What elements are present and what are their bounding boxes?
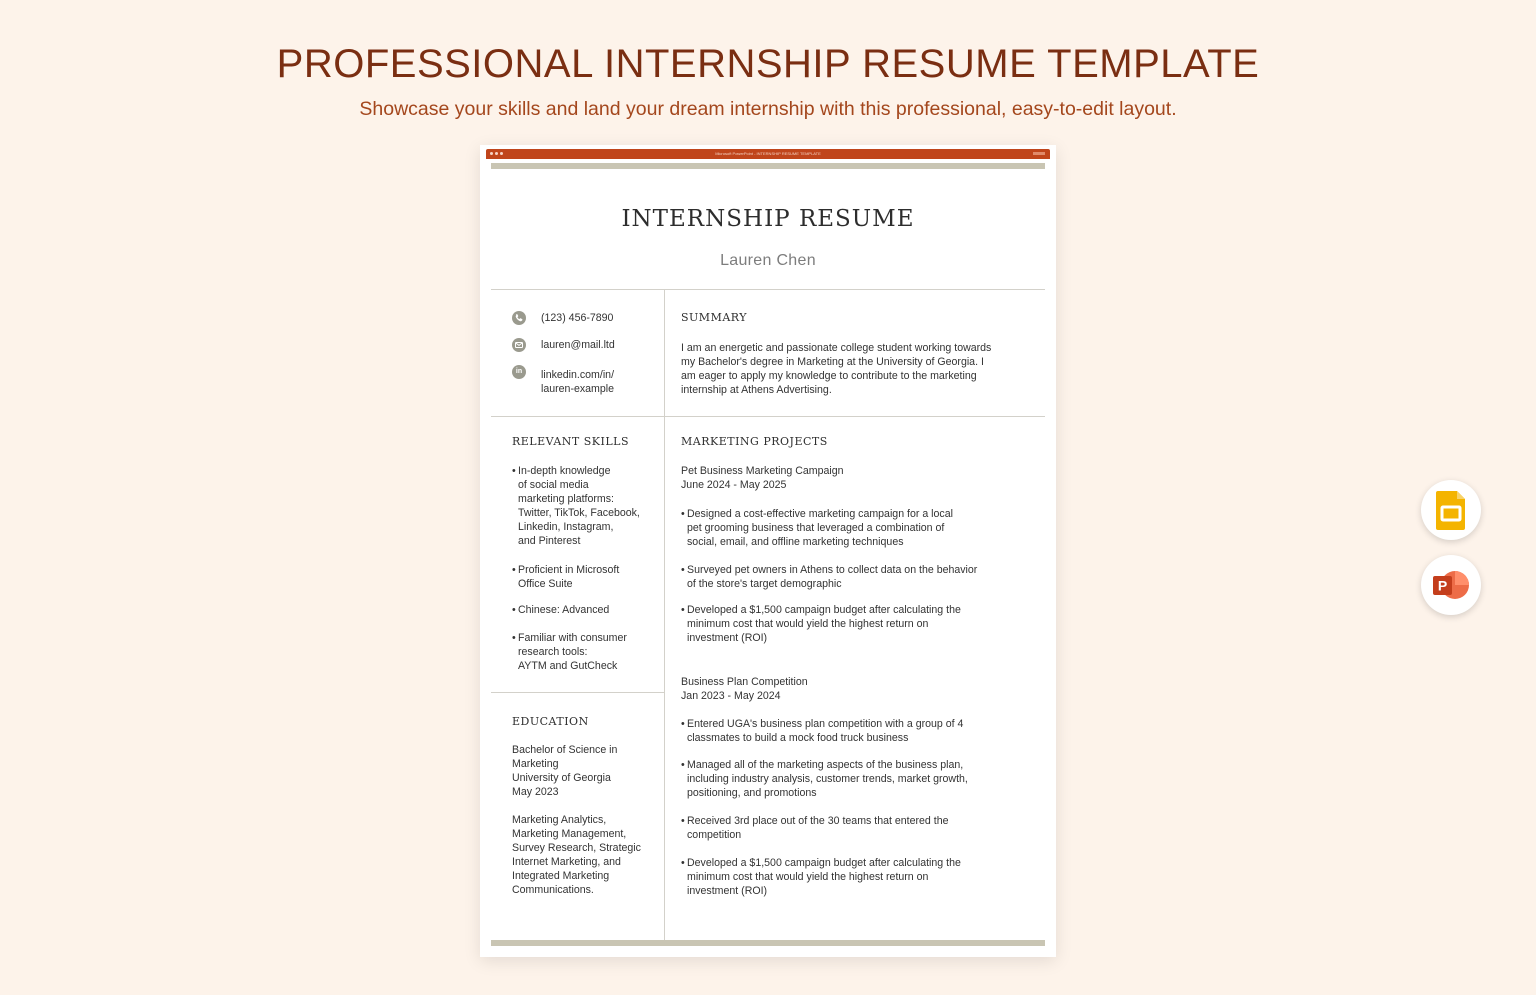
window-buttons-icon[interactable] xyxy=(1033,152,1045,155)
skill-item: • Chinese: Advanced xyxy=(512,604,610,616)
summary-text: I am an energetic and passionate college student working towards my Bachelor's degree in Marketing at the University of Georgia. I am eager to apply my knowledge to contribute to the marketing internship at Athens Advertising. xyxy=(681,342,992,397)
window-titlebar xyxy=(486,149,1050,159)
project-bullet: • Surveyed pet owners in Athens to collect data on the behavior of the store's target demographic xyxy=(681,564,978,591)
window-title: Microsoft PowerPoint - INTERNSHIP RESUME TEMPLATE xyxy=(715,151,821,156)
skills-heading: RELEVANT SKILLS xyxy=(512,435,629,448)
summary-heading: SUMMARY xyxy=(681,311,747,324)
contact-email[interactable]: lauren@mail.ltd xyxy=(541,339,615,351)
google-slides-button[interactable] xyxy=(1421,480,1481,540)
project-bullet: • Entered UGA's business plan competition with a group of 4 classmates to build a mock food truck business xyxy=(681,718,964,745)
project-title: Pet Business Marketing Campaign xyxy=(681,465,844,477)
top-band xyxy=(491,163,1045,169)
project-bullet: • Developed a $1,500 campaign budget after calculating the minimum cost that would yield the highest return on investment (ROI) xyxy=(681,857,961,898)
project-header xyxy=(681,464,844,492)
divider-left-education xyxy=(491,692,664,693)
powerpoint-button[interactable] xyxy=(1421,555,1481,615)
project-bullet: • Managed all of the marketing aspects of the business plan, including industry analysis, customer trends, market growth, positioning, and promotions xyxy=(681,759,968,800)
email-icon xyxy=(512,338,526,352)
linkedin-icon: in xyxy=(512,365,526,379)
contact-linkedin[interactable]: linkedin.com/in/ lauren-example xyxy=(541,369,615,396)
project-bullet: • Received 3rd place out of the 30 teams that entered the competition xyxy=(681,815,949,842)
page-title: PROFESSIONAL INTERNSHIP RESUME TEMPLATE xyxy=(276,42,1260,86)
project-title: Business Plan Competition xyxy=(681,676,808,688)
skill-item: • Familiar with consumer research tools: AYTM and GutCheck xyxy=(512,632,627,673)
resume-name: Lauren Chen xyxy=(720,252,816,269)
resume-title: INTERNSHIP RESUME xyxy=(621,206,915,232)
powerpoint-icon xyxy=(1421,555,1481,615)
contact-phone[interactable]: (123) 456-7890 xyxy=(541,312,614,324)
resume-page xyxy=(486,159,1050,952)
education-degree: Bachelor of Science in Marketing University of Georgia May 2023 xyxy=(512,744,618,799)
bottom-band xyxy=(491,940,1045,946)
column-divider xyxy=(664,290,665,940)
education-heading: EDUCATION xyxy=(512,715,589,728)
divider-header xyxy=(491,289,1045,290)
skill-item: • In-depth knowledge of social media marketing platforms: Twitter, TikTok, Facebook, Linkedin, Instagram, and Pinterest xyxy=(512,465,640,548)
project-bullet: • Designed a cost-effective marketing campaign for a local pet grooming business that leveraged a combination of social, email, and offline marketing techniques xyxy=(681,508,953,549)
project-dates: Jan 2023 - May 2024 xyxy=(681,690,781,703)
page-subtitle: Showcase your skills and land your dream internship with this professional, easy-to-edit layout. xyxy=(359,98,1177,120)
project-bullet: • Developed a $1,500 campaign budget after calculating the minimum cost that would yield the highest return on investment (ROI) xyxy=(681,604,961,645)
skill-item: • Proficient in Microsoft Office Suite xyxy=(512,564,620,591)
phone-icon xyxy=(512,311,526,325)
project-header xyxy=(681,675,808,703)
svg-text:P: P xyxy=(1437,577,1448,594)
google-slides-icon xyxy=(1421,480,1481,540)
education-courses: Marketing Analytics, Marketing Management, Survey Research, Strategic Internet Marketing, and Integrated Marketing Communications. xyxy=(512,814,641,897)
divider-row-1 xyxy=(491,416,1045,417)
project-dates: June 2024 - May 2025 xyxy=(681,479,787,492)
projects-heading: MARKETING PROJECTS xyxy=(681,435,828,448)
